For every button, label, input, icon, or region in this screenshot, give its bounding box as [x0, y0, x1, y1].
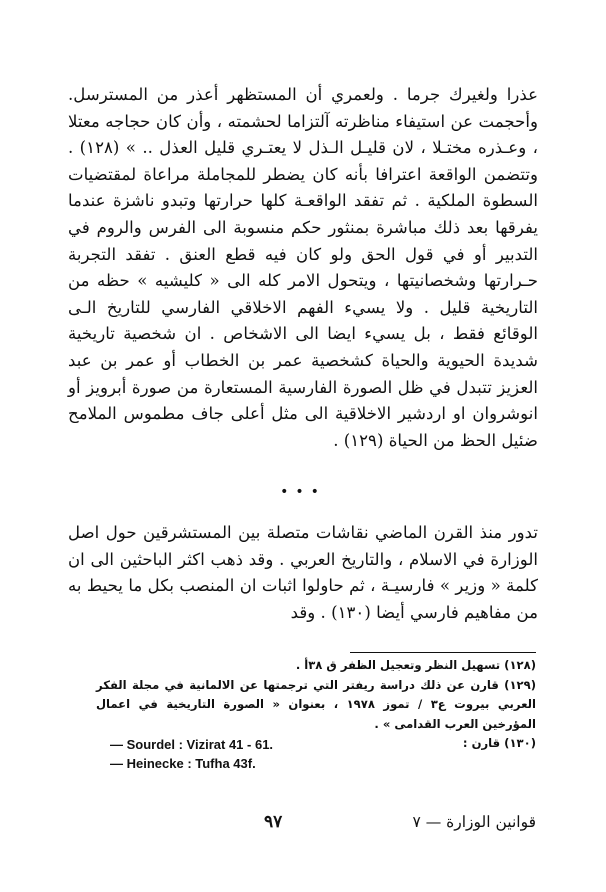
reference-sourdel: — Sourdel : Vizirat 41 - 61. [110, 736, 274, 752]
running-title: قوانين الوزارة — ٧ [412, 813, 536, 831]
footnote-129: (١٢٩) قارن عن ذلك دراسة ريفتر التي ترجمتها عن الالمانية في مجلة الفكر العربي بيروت ع٣ / تموز ١٩٧٨ ، بعنوان « الصورة التاريخية في اعمال المؤرخين العرب القدامى » . [96, 677, 536, 731]
reference-heinecke: — Heinecke : Tufha 43f. [110, 755, 256, 771]
footnote-130-label: (١٣٠) قارن : [462, 736, 536, 750]
page-footer [76, 812, 536, 832]
footnote-128: (١٢٨) تسهيل النظر وتعجيل الظفر ق ٣٨أ . [295, 658, 536, 672]
body-paragraph-1: عذرا ولغيرك جرما . ولعمري أن المستظهر أعذر من المسترسل. وأحجمت عن استيفاء مناظرته آلتزاما لحشمته ، وأن كان حجاجه معتلا ، وعـذره مختـلا ، لان قليـل الـذل لا يعتـري قليل العذل .. » (١٢٨) . وتتضمن الواقعة اعترافا بأنه كان يضطر للمجاملة مراعاة لمقتضيات السطوة الملكية . ثم تفقد الواقعـة كلها حرارتها وتبدو ناشزة عندما يفرقها بعد ذلك مباشرة بمنثور حكم منسوبة الى الفرس والروم في التدبير أو في قول الحق ولو كان فيه قطع العنق . تفقد التجربة حـرارتها وشخصانيتها ، ويتحول الامر كله الى « كليشيه » حظه من التاريخية قليل . ولا يسيء الفهم الاخلاقي الفارسي للتاريخ الـى الوقائع فقط ، بل يسيء ايضا الى الاشخاص . ان شخصية تاريخية شديدة الحيوية والحياة كشخصية عمر بن الخطاب أو عمر بن عبد العزيز تتبدل في ظل الصورة الفارسية المستعارة من صورة أبرويز أو انوشروان او اردشير الاخلاقية الى مثل أعلى جاف مطموس الملامح ضئيل الحظ من الحياة (١٢٩) . [68, 85, 538, 450]
section-break-ornament: ••• [280, 484, 326, 500]
body-paragraph-2: تدور منذ القرن الماضي نقاشات متصلة بين المستشرقين حول اصل الوزارة في الاسلام ، والتاريخ العربي . وقد ذهب اكثر الباحثين الى ان كلمة « وزير » فارسيـة ، ثم حاولوا اثبات ان المنصب بكل ما يحيط به من مفاهيم فارسي أيضا (١٣٠) . وقد [68, 523, 538, 622]
page-number: ٩٧ [264, 812, 283, 832]
footnotes [96, 656, 536, 773]
footnote-divider [350, 652, 536, 653]
